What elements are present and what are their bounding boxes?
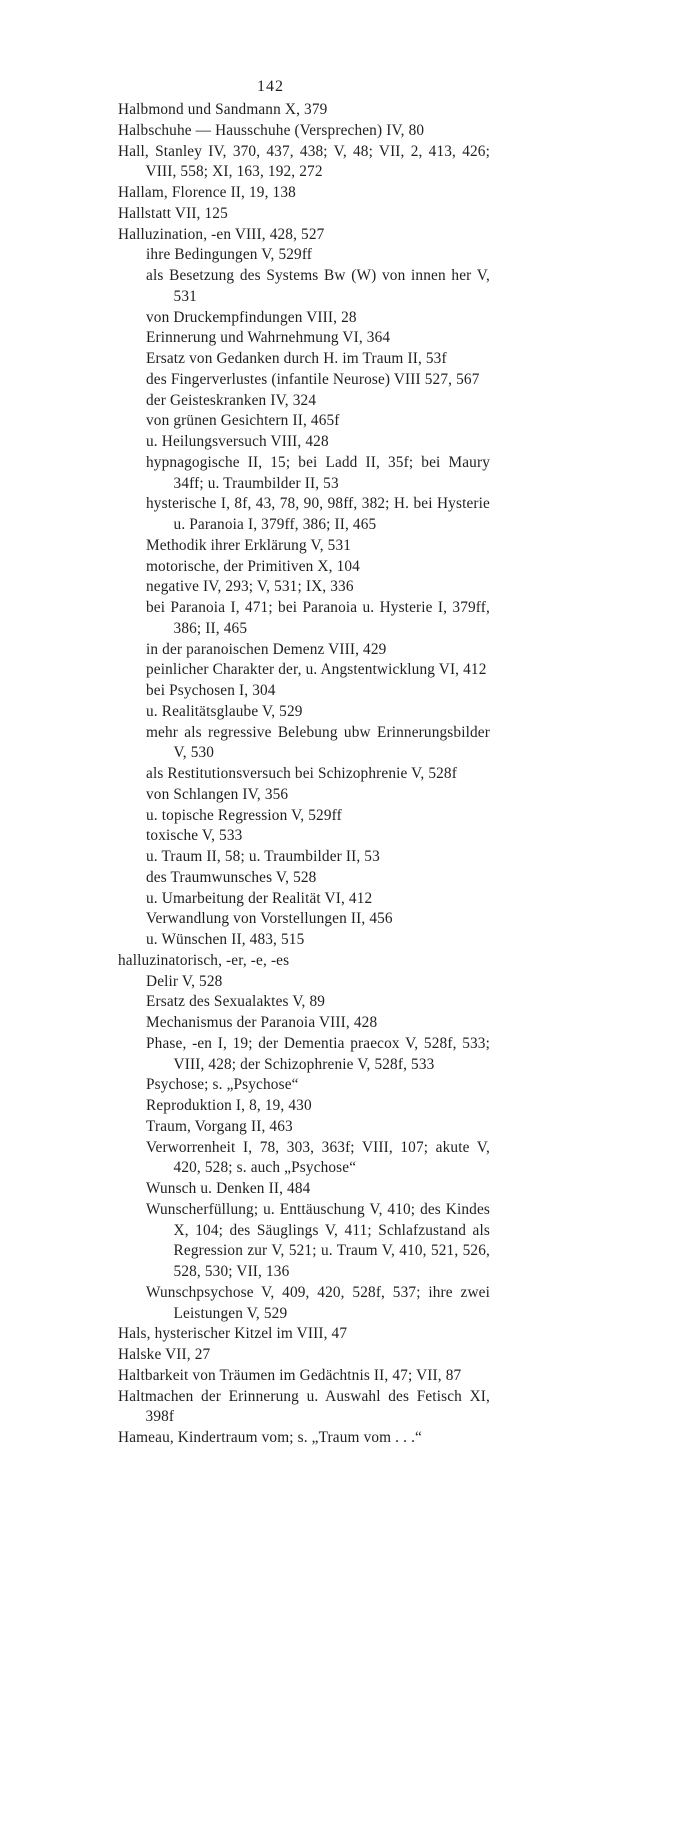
- index-subentry: Methodik ihrer Erklärung V, 531: [146, 536, 352, 554]
- index-subentry: Verwandlung von Vorstellungen II, 456: [146, 910, 393, 928]
- index-entry: Hall, Stanley IV, 370, 437, 438; V, 48; VII, 2, 413, 426; VIII, 558; XI, 163, 192, 272: [118, 142, 490, 181]
- index-subentry: hysterische I, 8f, 43, 78, 90, 98ff, 382; H. bei Hysterie u. Paranoia I, 379ff, 386; II, 465: [146, 495, 490, 533]
- index-entry: Halbschuhe — Hausschuhe (Versprechen) IV, 80: [118, 121, 425, 139]
- index-entry: Hallam, Florence II, 19, 138: [118, 184, 296, 201]
- page-number: [0, 78, 697, 96]
- index-subentry: von Druckempfindungen VIII, 28: [146, 308, 357, 326]
- index-entry: Hameau, Kindertraum vom; s. „Traum vom . . .“: [118, 1429, 422, 1446]
- index-entry: Haltmachen der Erinnerung u. Auswahl des Fetisch XI, 398f: [118, 1387, 490, 1426]
- index-subentry: peinlicher Charakter der, u. Angstentwicklung VI, 412: [146, 661, 487, 679]
- index-subentry: Ersatz des Sexualaktes V, 89: [146, 993, 326, 1011]
- index-subentry: Mechanismus der Paranoia VIII, 428: [146, 1014, 378, 1031]
- index-subentry: Reproduktion I, 8, 19, 430: [146, 1097, 312, 1114]
- index-subentry: der Geisteskranken IV, 324: [146, 391, 317, 409]
- index-subentry: von grünen Gesichtern II, 465f: [146, 412, 340, 430]
- index-subentry: u. Umarbeitung der Realität VI, 412: [146, 889, 373, 907]
- index-entry: Halske VII, 27: [118, 1346, 211, 1363]
- index-subentry: Wunschpsychose V, 409, 420, 528f, 537; ihre zwei Leistungen V, 529: [146, 1283, 490, 1322]
- index-subentry: Phase, -en I, 19; der Dementia praecox V, 528f, 533; VIII, 428; der Schizophrenie V, 528f, 533: [146, 1034, 490, 1073]
- index-subentry: von Schlangen IV, 356: [146, 785, 289, 803]
- index-subentry: als Besetzung des Systems Bw (W) von innen her V, 531: [146, 267, 490, 305]
- index-subentry: bei Psychosen I, 304: [146, 682, 276, 699]
- index-subentry: mehr als regressive Belebung ubw Erinnerungsbilder V, 530: [146, 723, 490, 762]
- index-subentry: Psychose; s. „Psychose“: [146, 1076, 299, 1094]
- index-entry: Haltbarkeit von Träumen im Gedächtnis II, 47; VII, 87: [118, 1366, 462, 1384]
- index-subentry: Verworrenheit I, 78, 303, 363f; VIII, 107; akute V, 420, 528; s. auch „Psychose“: [146, 1138, 490, 1177]
- index-subentry: bei Paranoia I, 471; bei Paranoia u. Hysterie I, 379ff, 386; II, 465: [146, 599, 490, 637]
- index-subentry: des Fingerverlustes (infantile Neurose) VIII 527, 567: [146, 370, 480, 388]
- index-subentry: Wunscherfüllung; u. Enttäuschung V, 410; des Kindes X, 104; des Säuglings V, 411; Schlafzustand als Regression zur V, 521; u. Traum V, 410, 521, 526, 528, 530; VII, 136: [146, 1200, 490, 1280]
- index-subentry: hypnagogische II, 15; bei Ladd II, 35f; bei Maury 34ff; u. Traumbilder II, 53: [146, 453, 490, 492]
- index-subentry: u. Realitätsglaube V, 529: [146, 702, 303, 720]
- index-subentry: Traum, Vorgang II, 463: [146, 1117, 293, 1135]
- index-entry: Halluzination, -en VIII, 428, 527: [118, 225, 325, 243]
- page-number-text: 142: [257, 78, 284, 95]
- index-subentry: Wunsch u. Denken II, 484: [146, 1180, 311, 1197]
- index-subentry: ihre Bedingungen V, 529ff: [146, 246, 313, 264]
- index-subentry: Erinnerung und Wahrnehmung VI, 364: [146, 329, 391, 347]
- index-subentry: motorische, der Primitiven X, 104: [146, 557, 360, 575]
- index-subentry: Delir V, 528: [146, 972, 223, 990]
- index-subentry: des Traumwunsches V, 528: [146, 868, 317, 886]
- index-entries: [118, 100, 490, 1449]
- index-subentry: als Restitutionsversuch bei Schizophrenie V, 528f: [146, 765, 457, 782]
- index-subentry: negative IV, 293; V, 531; IX, 336: [146, 578, 354, 596]
- index-entry: Halbmond und Sandmann X, 379: [118, 101, 328, 118]
- index-entry: Hals, hysterischer Kitzel im VIII, 47: [118, 1325, 348, 1343]
- index-entry: halluzinatorisch, -er, -e, -es: [118, 951, 290, 969]
- index-entry: Hallstatt VII, 125: [118, 204, 228, 222]
- index-subentry: toxische V, 533: [146, 827, 243, 845]
- index-subentry: u. Wünschen II, 483, 515: [146, 931, 305, 948]
- index-subentry: u. Heilungsversuch VIII, 428: [146, 433, 329, 450]
- index-subentry: u. topische Regression V, 529ff: [146, 806, 342, 824]
- index-subentry: Ersatz von Gedanken durch H. im Traum II, 53f: [146, 350, 447, 367]
- index-subentry: in der paranoischen Demenz VIII, 429: [146, 640, 387, 658]
- index-subentry: u. Traum II, 58; u. Traumbilder II, 53: [146, 848, 380, 865]
